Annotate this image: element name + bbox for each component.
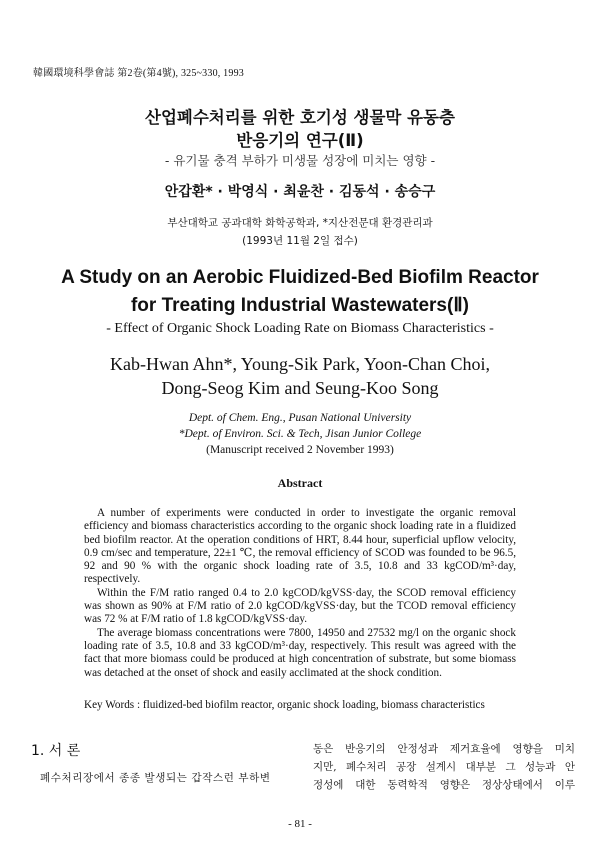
abstract-paragraph: A number of experiments were conducted in order to investigate the organic removal efficiency and biomass characteristics according to the organic shock loading rate in a fluidized bed biofilm reactor. At the operation conditions of HRT, 8.44 hour, superficial upflow velocity, 0.9 cm/sec and temperature, 22±1 ℃, the removal efficiency of SCOD was founded to be 96.5, 92 and 90 % with the organic shock loading rate of 3.5, 10.8 and 33 kgCOD/m³·day, respectively. bbox=[84, 507, 516, 586]
english-title-line-2: for Treating Industrial Wastewaters(Ⅱ) bbox=[130, 295, 470, 316]
abstract-heading: Abstract bbox=[277, 476, 323, 490]
korean-title-line-1: 산업폐수처리를 위한 호기성 생물막 유동층 bbox=[145, 108, 455, 127]
korean-subtitle: - 유기물 충격 부하가 미생물 성장에 미치는 영향 - bbox=[164, 153, 436, 168]
body-text-left-column: 폐수처리장에서 종종 발생되는 갑작스런 부하변 bbox=[40, 772, 271, 784]
body-text-right-line: 동은 반응기의 안정성과 제거효율에 영향을 미치 bbox=[313, 743, 575, 755]
journal-citation: 韓國環境科學會誌 第2卷(第4號), 325~330, 1993 bbox=[33, 68, 244, 79]
body-text-right-line: 지만, 폐수처리 공장 설계시 대부분 그 성능과 안 bbox=[313, 761, 575, 773]
korean-authors: 안갑환* · 박영식 · 최윤찬 · 김동석 · 송승구 bbox=[164, 184, 436, 200]
english-affiliation-1: Dept. of Chem. Eng., Pusan National University bbox=[188, 412, 412, 424]
english-authors-line-1: Kab-Hwan Ahn*, Young-Sik Park, Yoon-Chan Choi, bbox=[109, 354, 491, 374]
abstract-paragraph: Within the F/M ratio ranged 0.4 to 2.0 kgCOD/kgVSS·day, the SCOD removal efficiency was shown as 90% at F/M ratio of 2.0 kgCOD/kgVSS·day, but the TCOD removal efficiency was 72 % at F/M ratio of 1.8 kgCOD/kgVSS·day. bbox=[84, 586, 516, 626]
korean-affiliation: 부산대학교 공과대학 화학공학과, *지산전문대 환경관리과 bbox=[167, 217, 433, 229]
abstract-body bbox=[84, 507, 516, 680]
english-subtitle: - Effect of Organic Shock Loading Rate on Biomass Characteristics - bbox=[106, 321, 494, 336]
korean-title-line-2: 반응기의 연구(Ⅱ) bbox=[236, 131, 364, 150]
english-authors-line-2: Dong-Seog Kim and Seung-Koo Song bbox=[161, 378, 439, 398]
english-affiliation-2: *Dept. of Environ. Sci. & Tech, Jisan Junior College bbox=[178, 428, 422, 440]
body-text-right-line: 정성에 대한 동력학적 영향은 정상상태에서 이루 bbox=[313, 779, 575, 791]
abstract-paragraph: The average biomass concentrations were 7800, 14950 and 27532 mg/l on the organic shock loading rate of 3.5, 10.8 and 33 kgCOD/m³·day, respectively. This result was agreed with the fact that more biomass could be produced at high concentration of substrate, but some biomass was detached at the onset of shock and easily acclimated at the shock condition. bbox=[84, 626, 516, 679]
key-words: Key Words : fluidized-bed biofilm reactor, organic shock loading, biomass characteristics bbox=[84, 699, 485, 711]
page-number: - 81 - bbox=[288, 818, 312, 830]
english-received-date: (Manuscript received 2 November 1993) bbox=[206, 444, 394, 456]
korean-received-date: (1993년 11월 2일 접수) bbox=[242, 235, 358, 247]
english-title-line-1: A Study on an Aerobic Fluidized-Bed Biofilm Reactor bbox=[61, 267, 539, 288]
section-heading-introduction: 1. 서 론 bbox=[31, 743, 81, 759]
